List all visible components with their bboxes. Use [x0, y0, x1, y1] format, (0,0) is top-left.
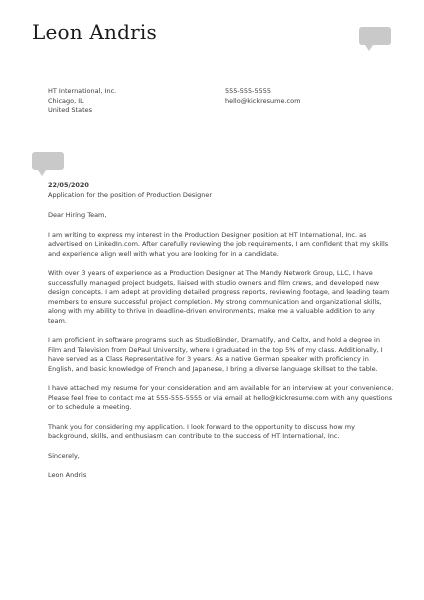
- sender-contact: [225, 87, 300, 106]
- letter-paragraph: I am proficient in software programs such as StudioBinder, Dramatify, and Celtx, and hold a degree in Film and Television from DePaul University, where I graduated in the top 5% of my class. Additionally, I have served as a Class Representative for 3 years. As a native German speaker with proficiency in English, and basic knowledge of French and Japanese, I bring a diverse language skillset to the table.: [48, 336, 383, 373]
- speech-bubble-icon: [359, 27, 391, 45]
- letter-signer: Leon Andris: [48, 471, 87, 479]
- letter-paragraph: Thank you for considering my application. I look forward to the opportunity to discuss how my background, skills, and enthusiasm can contribute to the success of HT International, Inc.: [48, 422, 355, 440]
- sender-phone: 555-555-5555: [225, 87, 272, 95]
- letter-paragraph: I have attached my resume for your consideration and am available for an interview at your convenience. Please feel free to contact me at 555-555-5555 or via email at hello@kickresume.com with any questions or to schedule a meeting.: [48, 384, 394, 411]
- recipient-city: Chicago, IL: [48, 96, 84, 105]
- recipient-country: United States: [48, 106, 93, 114]
- letter-paragraph: I am writing to express my interest in the Production Designer position at HT International, Inc. as advertised on LinkedIn.com. After carefully reviewing the job requirements, I am confident that my skills and experience align well with what you are looking for in a candidate.: [48, 230, 389, 258]
- sender-email: hello@kickresume.com: [225, 96, 301, 105]
- recipient-company: HT International, Inc.: [48, 87, 117, 95]
- letter-body: [48, 181, 394, 481]
- letter-date: 22/05/2020: [48, 181, 89, 189]
- applicant-name: Leon Andris: [32, 20, 157, 44]
- letter-subject: Application for the position of Production Designer: [48, 190, 213, 199]
- letter-closing: Sincerely,: [48, 451, 80, 460]
- letter-greeting: Dear Hiring Team,: [48, 211, 107, 219]
- recipient-address: [48, 87, 116, 116]
- speech-bubble-icon: [32, 152, 64, 170]
- letter-paragraph: With over 3 years of experience as a Production Designer at The Mandy Network Group, LLC, I have successfully managed project budgets, liaised with studio owners and film crews, and developed new design concepts. I am adept at providing detailed progress reports, reviewing footage, and leading team members to ensure successful project completion. My strong communication and organizational skills, along with my ability to thrive in deadline-driven environments, make me a valuable addition to any team.: [48, 269, 390, 325]
